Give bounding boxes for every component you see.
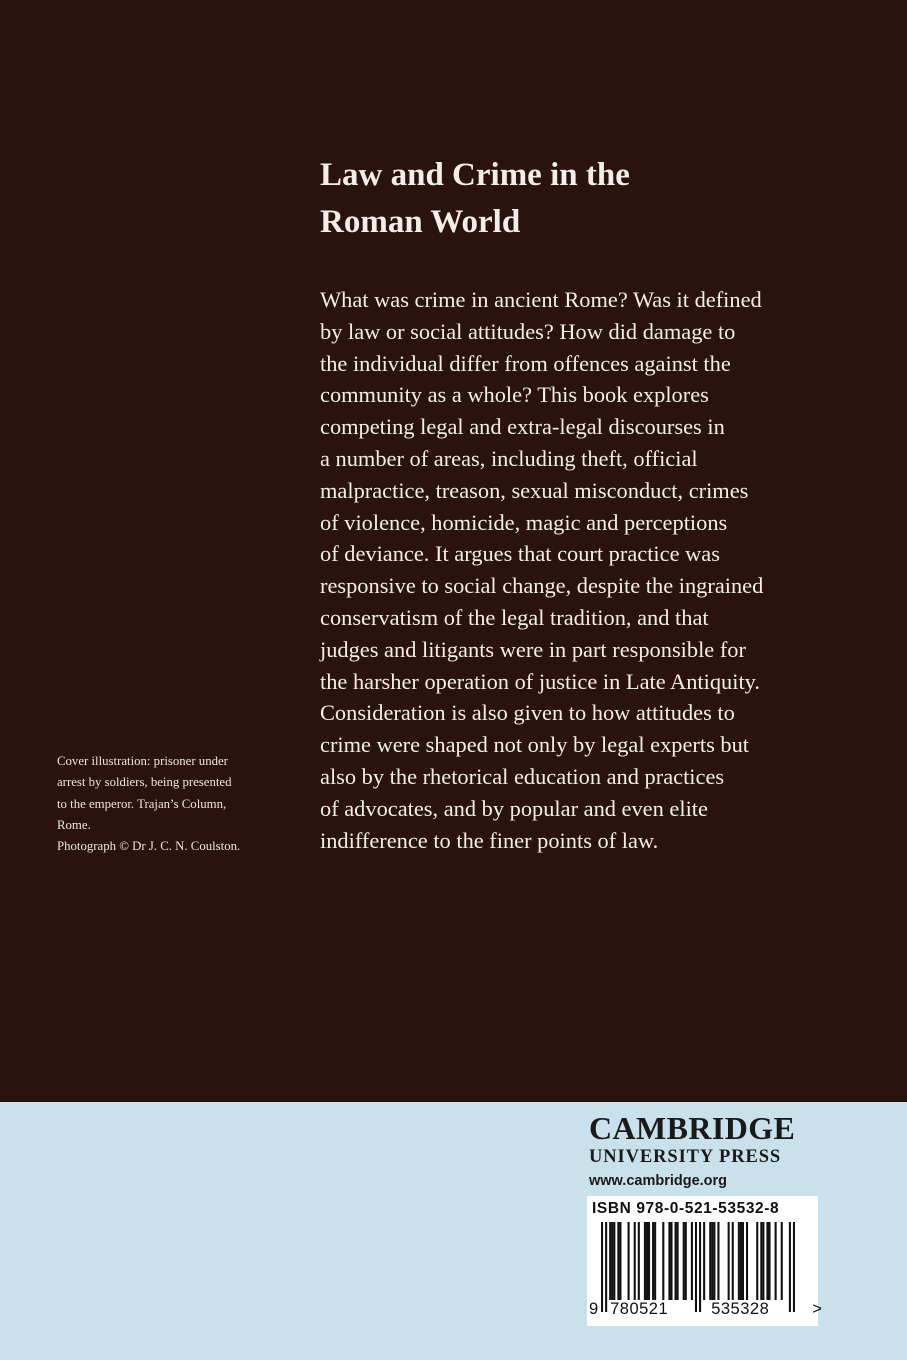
ean-left-group: 780521	[610, 1300, 669, 1318]
blurb-line: responsive to social change, despite the ingrained	[320, 573, 764, 599]
blurb-line: indifference to the finer points of law.	[320, 827, 659, 853]
barcode-bar	[685, 1222, 687, 1300]
barcode-bar	[740, 1222, 742, 1300]
credit-line: to the emperor. Trajan’s Column,	[57, 796, 227, 811]
publisher-logo	[589, 1108, 889, 1192]
ean-right-group: 535328	[711, 1300, 770, 1318]
barcode-bar	[789, 1222, 791, 1312]
barcode-bar	[766, 1222, 768, 1300]
blurb-line: community as a whole? This book explores	[320, 382, 709, 408]
publisher-subname: UNIVERSITY PRESS	[589, 1147, 782, 1167]
barcode-bar	[628, 1222, 630, 1300]
barcode-bar	[611, 1222, 613, 1300]
barcode-bar	[634, 1222, 636, 1300]
credit-line: arrest by soldiers, being presented	[57, 775, 232, 790]
barcode-bar	[605, 1222, 607, 1312]
barcode-bar	[742, 1222, 744, 1300]
blurb-line: the harsher operation of justice in Late Antiquity.	[320, 668, 761, 694]
blurb-line: a number of areas, including theft, official	[320, 445, 698, 471]
ean-quiet-zone-marker: >	[812, 1300, 823, 1318]
barcode-bar	[793, 1222, 795, 1312]
barcode-bar	[654, 1222, 656, 1300]
barcode-bar	[732, 1222, 734, 1300]
barcode-bar	[670, 1222, 672, 1300]
barcode-bar	[738, 1222, 740, 1300]
barcode-bar	[717, 1222, 719, 1300]
ean-digits	[589, 1300, 822, 1319]
barcode-bar	[703, 1222, 705, 1300]
credit-line: Photograph © Dr J. C. N. Coulston.	[57, 839, 241, 854]
barcode-bar	[713, 1222, 715, 1300]
barcode-bar	[756, 1222, 758, 1300]
barcode-bar	[675, 1222, 677, 1300]
publisher-url: www.cambridge.org	[589, 1173, 728, 1189]
barcode-bar	[638, 1222, 640, 1300]
blurb-line: Consideration is also given to how attitudes to	[320, 700, 735, 726]
ean-lead-digit: 9	[589, 1300, 599, 1318]
blurb-line: malpractice, treason, sexual misconduct, crimes	[320, 477, 749, 503]
blurb-line: of violence, homicide, magic and perceptions	[320, 509, 728, 535]
barcode-bars	[601, 1222, 795, 1312]
blurb-line: competing legal and extra-legal discourses in	[320, 414, 725, 440]
barcode-bar	[768, 1222, 770, 1300]
credit-line: Cover illustration: prisoner under	[57, 754, 228, 768]
book-title-line: Law and Crime in the	[320, 157, 630, 193]
blurb-line: judges and litigants were in part responsible for	[320, 636, 746, 662]
barcode-bar	[619, 1222, 621, 1300]
barcode-bar	[646, 1222, 648, 1300]
blurb-line: also by the rhetorical education and practices	[320, 763, 725, 789]
blurb-line: What was crime in ancient Rome? Was it defined	[320, 287, 762, 312]
barcode-bar	[683, 1222, 685, 1300]
barcode-bar	[662, 1222, 664, 1300]
barcode-bar	[652, 1222, 654, 1300]
barcode-bar	[760, 1222, 762, 1300]
book-title-line: Roman World	[320, 204, 521, 240]
isbn-barcode	[587, 1196, 823, 1326]
barcode-bar	[695, 1222, 697, 1312]
barcode-bar	[677, 1222, 679, 1300]
barcode-bar	[609, 1222, 611, 1300]
barcode-bar	[648, 1222, 650, 1300]
barcode-bar	[781, 1222, 783, 1300]
cover-illustration-credit	[57, 751, 297, 857]
barcode-bar	[644, 1222, 646, 1300]
blurb-line: the individual differ from offences against the	[320, 350, 731, 376]
barcode-bar	[711, 1222, 713, 1300]
barcode-bar	[617, 1222, 619, 1300]
barcode-bar	[668, 1222, 670, 1300]
barcode-bar	[613, 1222, 615, 1300]
barcode-bar	[699, 1222, 701, 1312]
publisher-name: CAMBRIDGE	[589, 1110, 796, 1146]
barcode-bar	[709, 1222, 711, 1300]
blurb-line: conservatism of the legal tradition, and that	[320, 604, 709, 630]
book-blurb	[320, 284, 880, 856]
barcode-bar	[746, 1222, 748, 1300]
isbn-label: ISBN 978-0-521-53532-8	[592, 1200, 780, 1217]
blurb-line: by law or social attitudes? How did damage to	[320, 318, 736, 344]
book-title	[320, 152, 840, 246]
blurb-line: of advocates, and by popular and even elite	[320, 795, 708, 821]
barcode-bar	[775, 1222, 777, 1300]
credit-line: Rome.	[57, 817, 91, 832]
barcode-bar	[691, 1222, 693, 1300]
blurb-line: crime were shaped not only by legal experts but	[320, 732, 750, 758]
barcode-bar	[728, 1222, 730, 1300]
barcode-bar	[762, 1222, 764, 1300]
blurb-line: of deviance. It argues that court practice was	[320, 541, 720, 567]
barcode-bar	[601, 1222, 603, 1312]
